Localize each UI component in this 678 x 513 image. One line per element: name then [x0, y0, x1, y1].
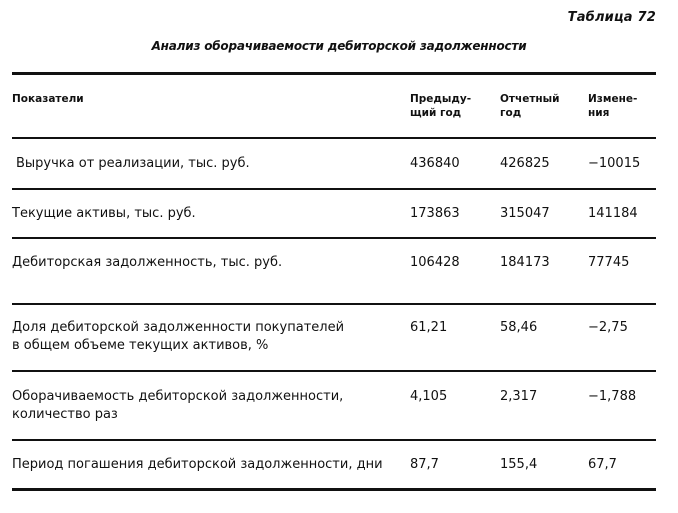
row-divider: [12, 303, 656, 305]
row-label: Период погашения дебиторской задолженности, дни: [12, 457, 383, 472]
row-divider: [12, 237, 656, 239]
row-label: Выручка от реализации, тыс. руб.: [16, 156, 250, 171]
row-previous-value: 87,7: [410, 457, 439, 472]
row-divider: [12, 370, 656, 372]
row-label: Доля дебиторской задолженности покупателей в общем объеме текущих активов, %: [12, 320, 345, 353]
row-current-value: 155,4: [500, 457, 538, 472]
row-change-value: −10015: [588, 156, 641, 171]
table-top-rule: [12, 72, 656, 75]
table-title: Анализ оборачиваемости дебиторской задолженности: [151, 39, 527, 53]
row-previous-value: 106428: [410, 255, 460, 270]
row-change-value: −1,788: [588, 389, 637, 404]
row-label: Текущие активы, тыс. руб.: [12, 206, 196, 221]
header-indicator: Показатели: [12, 93, 84, 105]
row-current-value: 426825: [500, 156, 550, 171]
table-number: Таблица 72: [567, 10, 656, 25]
header-bottom-rule: [12, 137, 656, 139]
row-change-value: 141184: [588, 206, 638, 221]
row-previous-value: 61,21: [410, 320, 448, 335]
header-change: Измене- ния: [588, 93, 638, 119]
row-current-value: 58,46: [500, 320, 538, 335]
row-divider: [12, 188, 656, 190]
row-change-value: 77745: [588, 255, 630, 270]
row-previous-value: 4,105: [410, 389, 448, 404]
row-change-value: −2,75: [588, 320, 628, 335]
row-label: Дебиторская задолженность, тыс. руб.: [12, 255, 283, 270]
row-current-value: 315047: [500, 206, 550, 221]
header-current-year: Отчетный год: [500, 93, 560, 119]
row-previous-value: 436840: [410, 156, 460, 171]
row-change-value: 67,7: [588, 457, 617, 472]
row-current-value: 2,317: [500, 389, 538, 404]
table-bottom-rule: [12, 488, 656, 491]
row-divider: [12, 439, 656, 441]
row-previous-value: 173863: [410, 206, 460, 221]
row-current-value: 184173: [500, 255, 550, 270]
header-previous-year: Предыду- щий год: [410, 93, 472, 119]
row-label: Оборачиваемость дебиторской задолженности, количество раз: [12, 389, 344, 422]
